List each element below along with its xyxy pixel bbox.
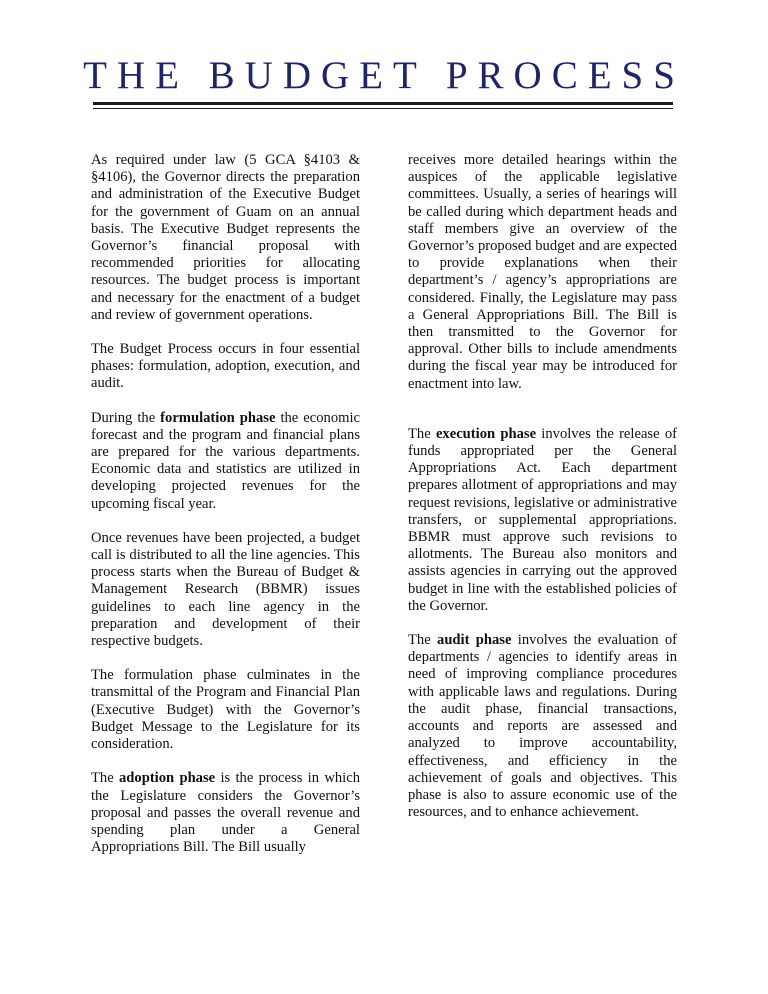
formulation-phase-term: formulation phase bbox=[160, 409, 276, 426]
intro-paragraph: As required under law (5 GCA §4103 & §4106), the Governor directs the preparation and administration of the Executive Budget for the government of Guam on an annual basis. The Executive Budget represents the Governor’s financial proposal with recommended priorities for allocating resources. The budget process is important and necessary for the enactment of a budget and review of government operations. bbox=[91, 152, 360, 323]
execution-paragraph: The execution phase involves the release of funds appropriated per the General Appropriations Act. Each department prepares allotment of appropriations and may request revisions, legislative or administrative transfers, or supplemental appropriations. BBMR must approve such revisions to allotments. The Bureau also monitors and assists agencies in carrying out the approved budget in line with the established policies of the Governor. bbox=[408, 425, 677, 614]
adoption-phase-term: adoption phase bbox=[119, 770, 216, 787]
title-rule-thick bbox=[93, 102, 673, 105]
audit-paragraph: The audit phase involves the evaluation of departments / agencies to identify areas in need of improving compliance procedures with applicable laws and regulations. During the audit phase, financial transactions, accounts and reports are assessed and analyzed to improve accountability, effectiveness, and efficiency in the achievement of goals and objectives. This phase is also to assure economic use of the resources, and to enhance achievement. bbox=[408, 632, 677, 821]
execution-phase-term: execution phase bbox=[435, 425, 537, 442]
adoption-paragraph: The adoption phase is the process in which the Legislature considers the Governor’s proposal and passes the overall revenue and spending plan under a General Appropriations Bill. The Bill usually bbox=[91, 770, 360, 856]
page-title: THE BUDGET PROCESS bbox=[83, 54, 685, 97]
phases-paragraph: The Budget Process occurs in four essential phases: formulation, adoption, execution, and audit. bbox=[91, 341, 360, 392]
hearings-paragraph: receives more detailed hearings within the auspices of the applicable legislative committees. Usually, a series of hearings will be called during which department heads and staff members give an overview of the Governor’s proposed budget and are expected to provide explanations when their department’s / agency’s appropriations are considered. Finally, the Legislature may pass a General Appropriations Bill. The Bill is then transmitted to the Governor for approval. Other bills to include amendments during the fiscal year may be introduced for enactment into law. bbox=[408, 152, 677, 392]
left-column bbox=[91, 152, 360, 856]
formulation-paragraph: During the formulation phase the economic forecast and the program and financial plans are prepared for the various departments. Economic data and statistics are utilized in developing projected revenues for the upcoming fiscal year. bbox=[91, 409, 361, 512]
revenues-paragraph: Once revenues have been projected, a budget call is distributed to all the line agencies. This process starts when the Bureau of Budget & Management Research (BBMR) issues guidelines to each line agency in the preparation and development of their respective budgets. bbox=[91, 529, 360, 650]
title-rule-thin bbox=[93, 108, 673, 109]
right-column bbox=[408, 152, 677, 821]
formulation-culmination-paragraph: The formulation phase culminates in the transmittal of the Program and Financial Plan (Executive Budget) with the Governor’s Budget Message to the Legislature for its consideration. bbox=[91, 667, 360, 753]
audit-phase-term: audit phase bbox=[437, 632, 512, 649]
